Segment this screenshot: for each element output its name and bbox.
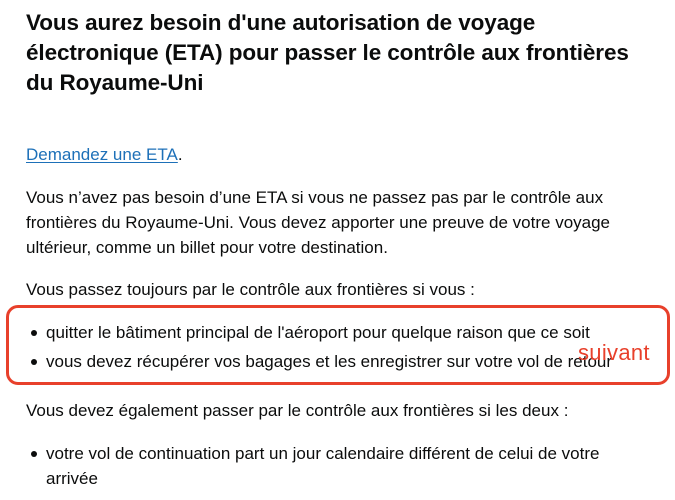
page-title: Vous aurez besoin d'une autorisation de voyage électronique (ETA) pour passer le contrôle aux frontières du Royaume-Uni: [26, 10, 629, 95]
list-item: vous devez récupérer vos bagages et les enregistrer sur votre vol de retour: [26, 349, 666, 374]
also-control-paragraph: Vous devez également passer par le contrôle aux frontières si les deux :: [26, 401, 569, 420]
annotation-word: suivant: [578, 340, 650, 365]
always-control-paragraph: Vous passez toujours par le contrôle aux frontières si vous :: [26, 280, 475, 299]
also-control-list: [26, 441, 666, 491]
list-item: quitter le bâtiment principal de l'aéroport pour quelque raison que ce soit: [26, 320, 666, 345]
list-item: votre vol de continuation part un jour calendaire différent de celui de votre arrivée: [26, 441, 646, 491]
apply-paragraph: [26, 142, 666, 167]
no-eta-paragraph: Vous n’avez pas besoin d’une ETA si vous ne passez pas par le contrôle aux frontières du Royaume-Uni. Vous devez apporter une preuve de votre voyage ultérieur, comme un billet pour votre destination.: [26, 188, 611, 257]
apply-link-suffix: .: [177, 145, 183, 164]
always-control-list: [26, 320, 666, 374]
content-page: [26, 8, 666, 495]
apply-eta-link[interactable]: Demandez une ETA: [26, 145, 178, 164]
